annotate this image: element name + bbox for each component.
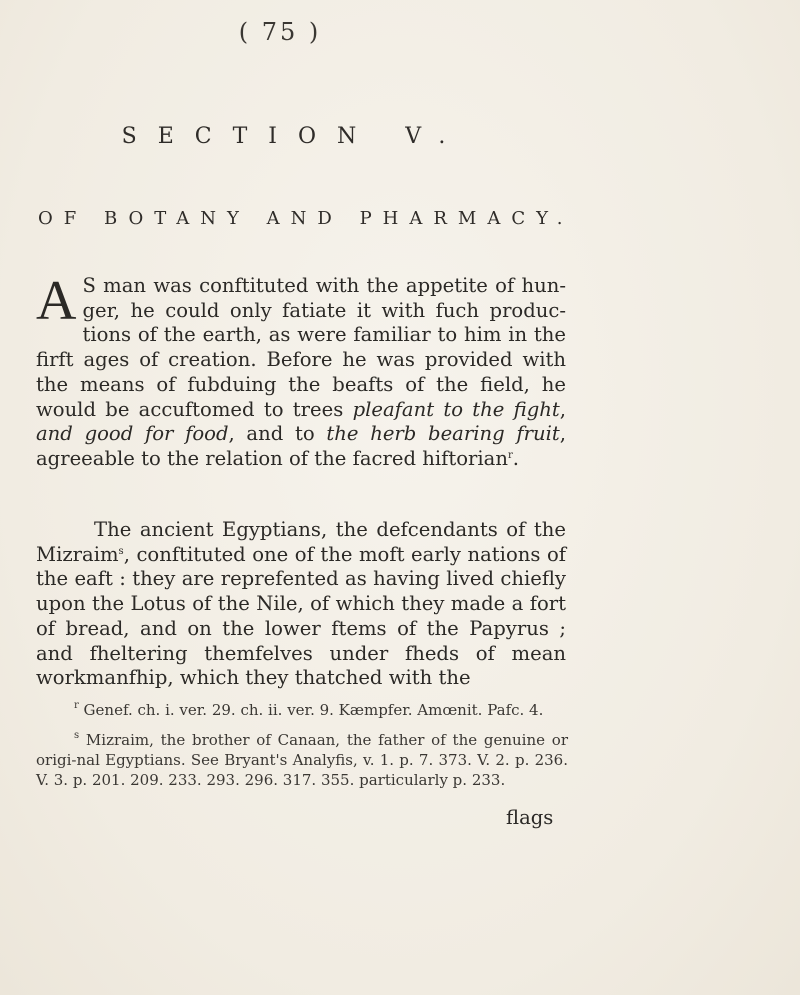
footnote-r-text: Genef. ch. i. ver. 29. ch. ii. ver. 9. Kæmpfer. Amœnit. Pafc. 4. [78,701,544,719]
footnote-ref-s[interactable]: s [118,545,124,557]
footnote-mark-s: s [74,730,80,741]
page-number: ( 75 ) [238,18,322,46]
drop-cap: A [36,270,77,332]
section-subtitle: OF BOTANY AND PHARMACY. [38,208,574,229]
para1-italic-2: and good for food [36,422,229,446]
footnotes [36,700,568,790]
para1-italic-3: the herb bearing fruit [326,422,560,446]
para1-italic-1: pleafant to the fight [352,397,560,421]
para1-text-2: , [559,397,566,421]
section-title: SECTION V. [121,124,467,149]
footnote-s-text: Mizraim, the brother of Canaan, the father of the genuine or origi-nal Egyptians. See Bryant's Analyfis, v. 1. p. 7. 373. V. 2. p. 236. V. 3. p. 201. 209. 233. 293. 296. 317. 355. particularly p. 233. [36,731,568,789]
footnote-r [36,700,568,720]
para1-text-1: S man was conftituted with the appetite of hun-ger, he could only fatiate it with fuch produc-tions of the earth, as were familiar to him in the firft ages of creation. Before he was provided with the means of fubduing the beafts of the field, he would be accuftomed to trees [36,274,566,421]
para1-text-3: , and to [228,422,327,446]
catchword: flags [506,806,554,829]
para2-text-2: , conftituted one of the moft early nations of the eaft : they are reprefented as having lived chiefly upon the Lotus of the Nile, of which they made a fort of bread, and on the lower ftems of the Papyrus ; and fheltering themfelves under fheds of mean workmanfhip, which they thatched with the [36,542,566,690]
footnote-ref-r[interactable]: r [507,449,513,461]
para1-text-5: . [512,446,519,470]
para1-text-4: , agreeable to the relation of the facred hiftorian [36,422,566,470]
paragraph-1 [36,270,566,472]
footnote-mark-r: r [74,700,79,711]
paragraph-2 [36,518,566,691]
footnote-s [36,730,568,790]
para2-text-1: The ancient Egyptians, the defcendants of the Mizraim [36,518,566,566]
